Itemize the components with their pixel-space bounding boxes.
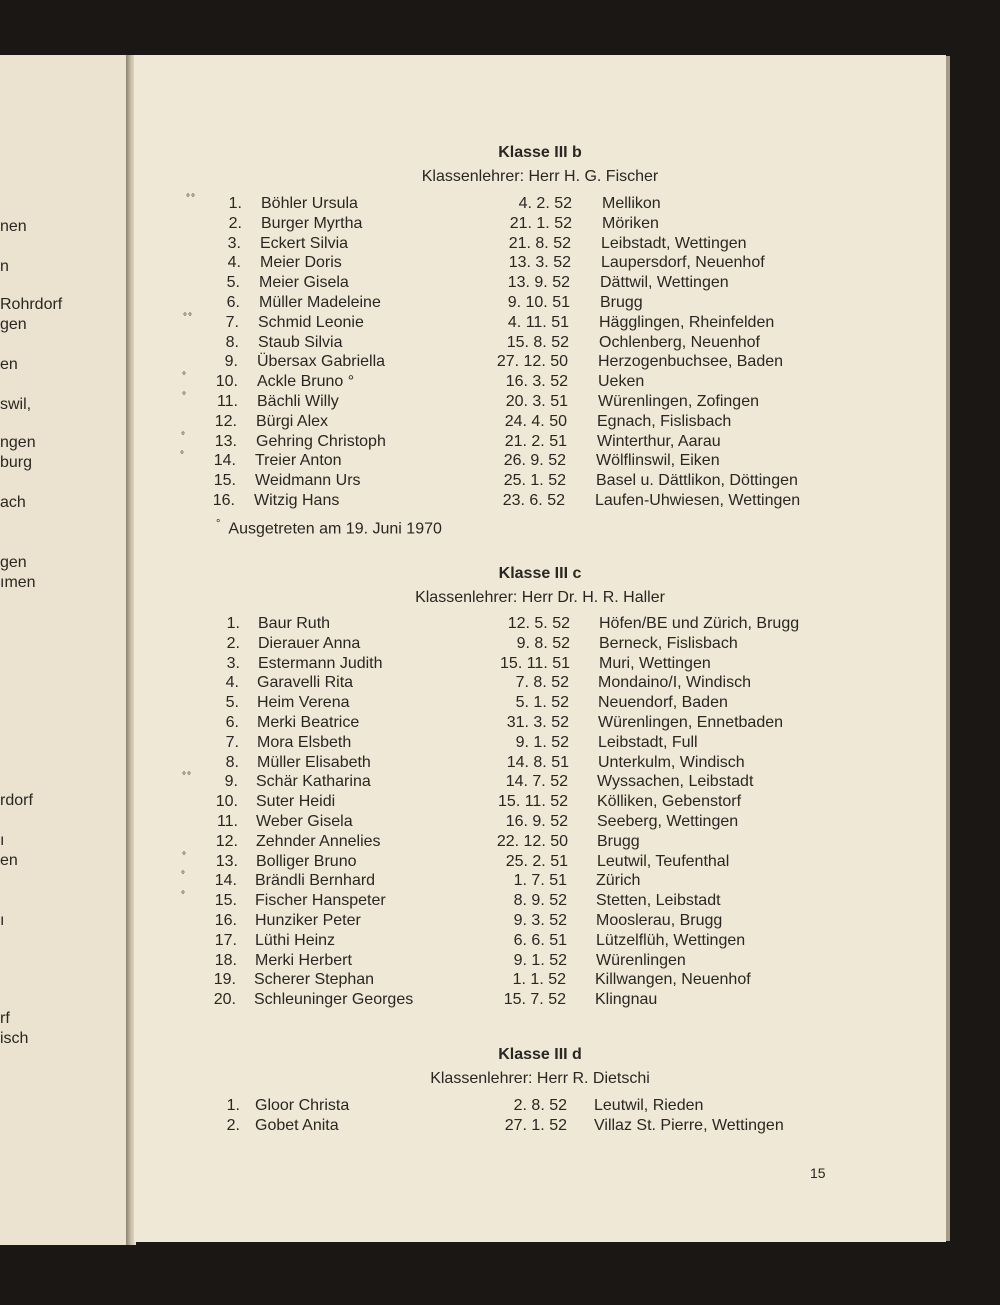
hometown-residence: Brugg — [600, 294, 643, 311]
student-name: Lüthi Heinz — [255, 931, 336, 949]
exit-mark: °° — [182, 771, 192, 783]
student-row — [134, 294, 946, 314]
exit-mark: °° — [183, 311, 193, 323]
student-number: 13. — [215, 852, 238, 870]
student-row — [134, 813, 946, 833]
student-row — [134, 773, 946, 793]
birth-date: 8. 9. 52 — [513, 892, 567, 910]
student-number: 19. — [213, 971, 236, 989]
birth-date: 23. 6. 52 — [502, 492, 565, 509]
student-row — [134, 754, 946, 774]
student-number: 1. — [226, 1097, 240, 1114]
hometown-residence: Mooslerau, Brugg — [596, 912, 723, 929]
student-row — [134, 952, 946, 972]
student-row — [134, 452, 946, 472]
student-number: 10. — [215, 373, 238, 391]
hometown-residence: Brugg — [597, 832, 640, 850]
birth-date: 21. 2. 51 — [504, 432, 567, 450]
student-number: 15. — [213, 472, 236, 490]
student-name: Böhler Ursula — [261, 195, 358, 212]
hometown-residence: Ochlenberg, Neuenhof — [599, 333, 760, 351]
hometown-residence: Leutwil, Rieden — [594, 1097, 704, 1114]
student-row — [134, 793, 946, 813]
birth-date: 5. 1. 52 — [515, 694, 569, 712]
birth-date: 9. 1. 52 — [515, 733, 569, 751]
exit-mark: °° — [186, 193, 196, 204]
hometown-residence: Basel u. Dättlikon, Döttingen — [596, 472, 798, 490]
birth-date: 14. 7. 52 — [505, 773, 568, 791]
left-margin-fragment: burg — [0, 454, 33, 471]
student-number: 7. — [225, 733, 239, 751]
exit-mark: ° — [182, 850, 187, 862]
exit-mark: ° — [182, 371, 187, 383]
hometown-residence: Seeberg, Wettingen — [597, 813, 739, 830]
student-row — [134, 215, 946, 235]
student-number: 13. — [214, 432, 237, 450]
left-margin-fragment: Rohrdorf — [0, 296, 63, 313]
student-number: 14. — [214, 872, 237, 890]
hometown-residence: Kölliken, Gebenstorf — [597, 793, 742, 811]
teacher-iiic: Klassenlehrer: Herr Dr. H. R. Haller — [415, 589, 665, 606]
student-name: Schleuninger Georges — [254, 991, 414, 1009]
student-number: 2. — [226, 1117, 240, 1134]
student-name: Staub Silvia — [258, 333, 343, 351]
hometown-residence: Höfen/BE und Zürich, Brugg — [599, 615, 800, 632]
student-number: 5. — [225, 694, 239, 712]
teacher-iiid: Klassenlehrer: Herr R. Dietschi — [430, 1070, 650, 1087]
hometown-residence: Villaz St. Pierre, Wettingen — [594, 1117, 784, 1134]
hometown-residence: Klingnau — [595, 991, 658, 1009]
student-number: 8. — [225, 753, 239, 771]
hometown-residence: Mondaino/I, Windisch — [598, 674, 751, 692]
student-name: Müller Elisabeth — [257, 753, 371, 771]
student-row — [134, 615, 946, 635]
student-name: Eckert Silvia — [260, 234, 349, 252]
student-number: 9. — [224, 773, 238, 791]
student-row — [134, 912, 946, 932]
student-number: 3. — [227, 234, 241, 252]
left-margin-fragment: n — [0, 258, 9, 275]
birth-date: 16. 3. 52 — [505, 373, 568, 391]
hometown-residence: Ueken — [598, 373, 645, 391]
hometown-residence: Würenlingen, Zofingen — [598, 393, 759, 410]
birth-date: 4. 11. 51 — [507, 313, 569, 331]
student-number: 7. — [225, 313, 239, 331]
student-number: 2. — [226, 634, 240, 652]
page-edge — [946, 56, 950, 1241]
footnote-text: Ausgetreten am 19. Juni 1970 — [228, 520, 442, 538]
student-row — [134, 235, 946, 255]
student-row — [134, 373, 946, 393]
student-row — [134, 393, 946, 413]
student-name: Gehring Christoph — [256, 432, 386, 450]
section-title-iiib: Klasse III b — [498, 144, 582, 161]
birth-date: 12. 5. 52 — [507, 615, 570, 632]
birth-date: 26. 9. 52 — [503, 452, 566, 470]
student-name: Baur Ruth — [258, 615, 331, 632]
birth-date: 9. 10. 51 — [507, 294, 570, 311]
student-name: Heim Verena — [257, 694, 350, 712]
student-row — [134, 195, 946, 215]
hometown-residence: Würenlingen, Ennetbaden — [598, 714, 784, 731]
student-name: Mora Elsbeth — [257, 733, 352, 751]
student-number: 16. — [212, 492, 235, 509]
student-row — [134, 1117, 946, 1137]
student-number: 4. — [227, 254, 241, 272]
left-margin-fragment: ngen — [0, 434, 36, 451]
student-name: Merki Beatrice — [257, 714, 360, 731]
student-name: Bolliger Bruno — [256, 852, 357, 870]
exit-mark: ° — [181, 890, 186, 902]
birth-date: 25. 1. 52 — [503, 472, 566, 490]
student-name: Fischer Hanspeter — [255, 892, 386, 910]
student-number: 6. — [226, 294, 240, 311]
student-number: 11. — [216, 813, 238, 830]
student-number: 3. — [226, 654, 240, 672]
left-margin-fragment: ı — [0, 832, 5, 849]
student-name: Übersax Gabriella — [257, 353, 386, 371]
student-row — [134, 872, 946, 892]
student-row — [134, 492, 946, 512]
birth-date: 16. 9. 52 — [505, 813, 568, 830]
birth-date: 21. 1. 52 — [509, 214, 572, 232]
student-number: 11. — [216, 393, 238, 410]
hometown-residence: Leutwil, Teufenthal — [597, 852, 730, 870]
student-row — [134, 274, 946, 294]
footnote-symbol: ° — [216, 518, 221, 530]
student-row — [134, 674, 946, 694]
left-margin-fragment: ach — [0, 494, 26, 511]
student-number: 12. — [214, 412, 237, 430]
left-margin-fragment: ımen — [0, 574, 36, 591]
student-row — [134, 1097, 946, 1117]
student-row — [134, 694, 946, 714]
hometown-residence: Winterthur, Aarau — [597, 432, 721, 450]
student-number: 1. — [226, 615, 240, 632]
birth-date: 7. 8. 52 — [515, 674, 569, 692]
student-name: Ackle Bruno ° — [257, 373, 355, 391]
student-row — [134, 850, 946, 873]
student-name: Suter Heidi — [256, 793, 336, 811]
student-row — [134, 991, 946, 1011]
birth-date: 20. 3. 51 — [505, 393, 568, 410]
student-row — [134, 430, 946, 453]
left-margin-fragment: isch — [0, 1030, 29, 1047]
exit-mark: ° — [180, 450, 185, 462]
birth-date: 15. 11. 51 — [500, 654, 570, 672]
student-row — [134, 833, 946, 853]
exit-mark: ° — [181, 870, 186, 882]
student-row — [134, 254, 946, 274]
hometown-residence: Wyssachen, Leibstadt — [597, 773, 754, 791]
teacher-iiib: Klassenlehrer: Herr H. G. Fischer — [421, 168, 659, 185]
student-name: Merki Herbert — [255, 951, 352, 969]
footnote — [216, 518, 442, 538]
student-number: 17. — [214, 931, 237, 949]
left-margin-fragment: swil, — [0, 396, 32, 413]
exit-mark: ° — [181, 430, 186, 442]
birth-date: 31. 3. 52 — [506, 714, 569, 731]
hometown-residence: Laupersdorf, Neuenhof — [601, 254, 765, 272]
hometown-residence: Würenlingen — [596, 951, 686, 969]
birth-date: 27. 12. 50 — [496, 353, 568, 371]
hometown-residence: Möriken — [602, 214, 659, 232]
hometown-residence: Hägglingen, Rheinfelden — [599, 313, 775, 331]
student-name: Scherer Stephan — [254, 971, 375, 989]
student-number: 6. — [225, 714, 239, 731]
birth-date: 15. 11. 52 — [498, 793, 568, 811]
student-row — [134, 714, 946, 734]
student-name: Meier Doris — [260, 254, 342, 272]
birth-date: 15. 7. 52 — [503, 991, 566, 1009]
student-number: 2. — [228, 214, 242, 232]
student-name: Gobet Anita — [255, 1117, 339, 1134]
student-row — [134, 734, 946, 754]
hometown-residence: Muri, Wettingen — [599, 654, 711, 672]
student-name: Meier Gisela — [259, 274, 349, 292]
birth-date: 9. 8. 52 — [516, 634, 570, 652]
student-number: 15. — [214, 892, 237, 910]
left-page — [0, 55, 132, 1245]
student-number: 4. — [225, 674, 239, 692]
hometown-residence: Egnach, Fislisbach — [597, 412, 732, 430]
birth-date: 6. 6. 51 — [513, 931, 567, 949]
section-title-iiic: Klasse III c — [498, 565, 582, 582]
student-name: Schmid Leonie — [258, 313, 364, 331]
student-name: Witzig Hans — [254, 492, 340, 509]
student-row — [134, 635, 946, 655]
student-row — [134, 311, 946, 334]
student-row — [134, 971, 946, 991]
student-number: 12. — [215, 832, 238, 850]
student-name: Weidmann Urs — [255, 472, 361, 490]
student-name: Müller Madeleine — [259, 294, 381, 311]
student-name: Bächli Willy — [257, 393, 339, 410]
student-name: Zehnder Annelies — [256, 832, 381, 850]
birth-date: 25. 2. 51 — [505, 852, 568, 870]
birth-date: 4. 2. 52 — [518, 195, 572, 212]
birth-date: 24. 4. 50 — [504, 412, 567, 430]
student-number: 10. — [215, 793, 238, 811]
student-name: Hunziker Peter — [255, 912, 361, 929]
student-number: 18. — [214, 951, 237, 969]
student-row — [134, 472, 946, 492]
student-row — [134, 655, 946, 675]
student-name: Schär Katharina — [256, 773, 371, 791]
student-name: Weber Gisela — [256, 813, 353, 830]
hometown-residence: Herzogenbuchsee, Baden — [598, 353, 784, 371]
student-row — [134, 892, 946, 912]
left-margin-fragment: en — [0, 356, 18, 373]
left-margin-fragment: gen — [0, 554, 27, 571]
birth-date: 2. 8. 52 — [513, 1097, 567, 1114]
birth-date: 1. 7. 51 — [513, 872, 567, 890]
student-name: Brändli Bernhard — [255, 872, 376, 890]
hometown-residence: Lützelflüh, Wettingen — [596, 931, 746, 949]
hometown-residence: Leibstadt, Wettingen — [601, 234, 747, 252]
left-margin-fragment: en — [0, 852, 18, 869]
birth-date: 14. 8. 51 — [506, 753, 569, 771]
student-row — [134, 334, 946, 354]
hometown-residence: Dättwil, Wettingen — [600, 274, 729, 292]
student-name: Dierauer Anna — [258, 634, 361, 652]
page-number: 15 — [810, 1165, 826, 1181]
birth-date: 27. 1. 52 — [504, 1117, 567, 1134]
left-margin-fragment: ı — [0, 912, 5, 929]
student-row — [134, 413, 946, 433]
birth-date: 13. 3. 52 — [508, 254, 571, 272]
section-title-iiid: Klasse III d — [498, 1046, 582, 1063]
birth-date: 15. 8. 52 — [506, 333, 569, 351]
hometown-residence: Leibstadt, Full — [598, 733, 698, 751]
hometown-residence: Wölflinswil, Eiken — [596, 452, 720, 470]
student-name: Gloor Christa — [255, 1097, 350, 1114]
birth-date: 22. 12. 50 — [496, 832, 568, 850]
left-margin-fragment: gen — [0, 316, 27, 333]
left-margin-fragment: nen — [0, 218, 27, 235]
hometown-residence: Zürich — [596, 872, 641, 890]
hometown-residence: Mellikon — [602, 195, 661, 212]
student-name: Burger Myrtha — [261, 214, 363, 232]
student-number: 8. — [225, 333, 239, 351]
birth-date: 21. 8. 52 — [508, 234, 571, 252]
student-number: 1. — [228, 195, 242, 212]
student-name: Bürgi Alex — [256, 412, 329, 430]
birth-date: 9. 3. 52 — [513, 912, 567, 929]
student-name: Treier Anton — [255, 452, 342, 470]
student-name: Estermann Judith — [258, 654, 383, 672]
hometown-residence: Stetten, Leibstadt — [596, 892, 721, 910]
student-row — [134, 353, 946, 373]
exit-mark: ° — [182, 391, 187, 402]
hometown-residence: Neuendorf, Baden — [598, 694, 728, 712]
student-number: 9. — [224, 353, 238, 371]
hometown-residence: Berneck, Fislisbach — [599, 634, 738, 652]
student-number: 20. — [213, 991, 236, 1009]
hometown-residence: Laufen-Uhwiesen, Wettingen — [595, 492, 801, 509]
student-row — [134, 932, 946, 952]
birth-date: 1. 1. 52 — [512, 971, 566, 989]
student-name: Garavelli Rita — [257, 674, 354, 692]
hometown-residence: Killwangen, Neuenhof — [595, 971, 751, 989]
birth-date: 9. 1. 52 — [513, 951, 567, 969]
hometown-residence: Unterkulm, Windisch — [598, 753, 745, 771]
left-margin-fragment: rf — [0, 1010, 10, 1027]
student-number: 5. — [226, 274, 240, 292]
student-number: 16. — [214, 912, 237, 929]
student-number: 14. — [213, 452, 236, 470]
birth-date: 13. 9. 52 — [507, 274, 570, 292]
right-page — [134, 55, 946, 1242]
left-margin-fragment: rdorf — [0, 792, 33, 809]
